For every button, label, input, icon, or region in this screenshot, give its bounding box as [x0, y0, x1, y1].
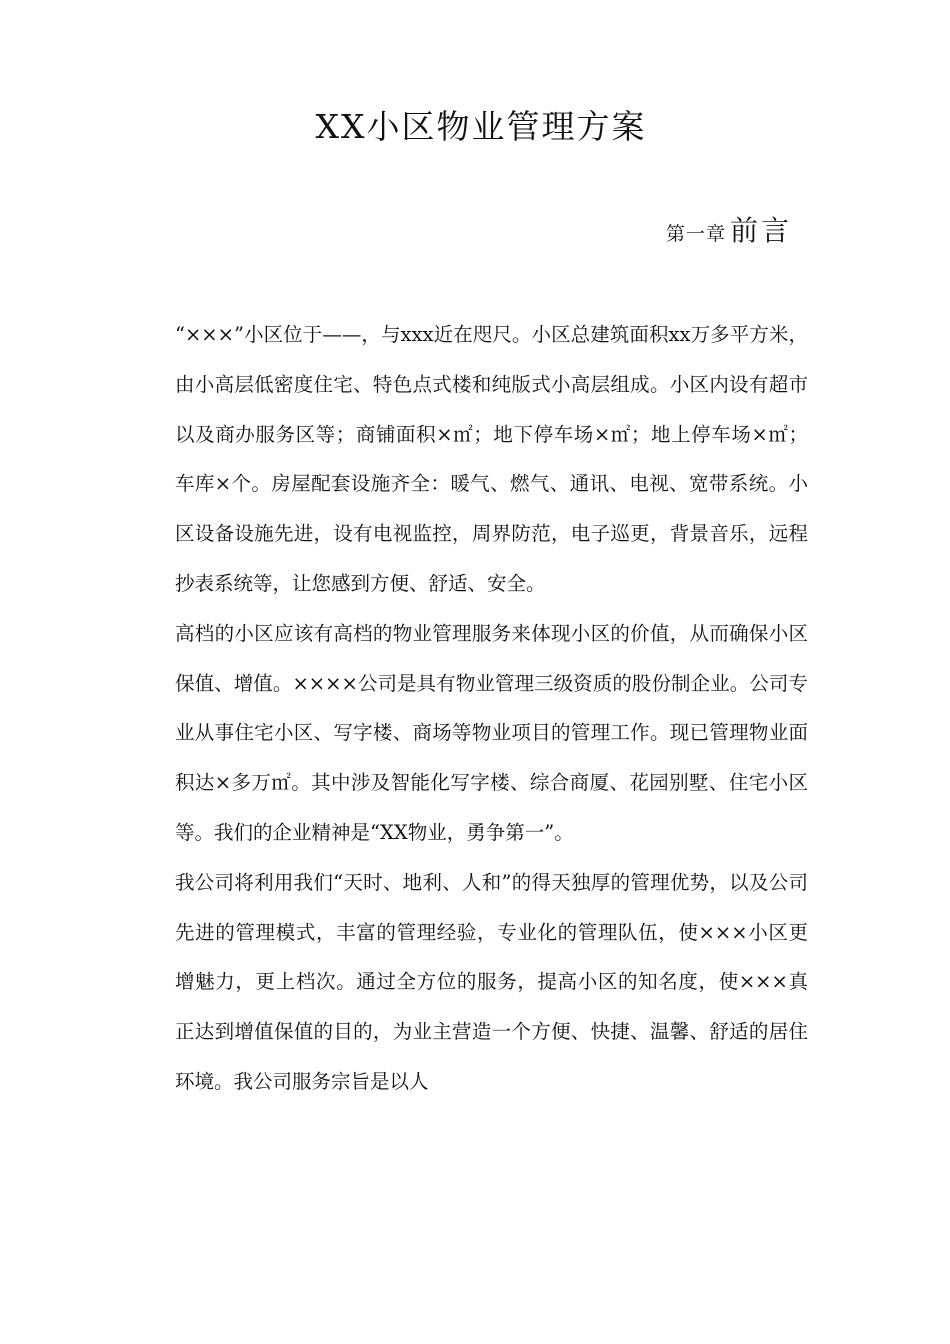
document-body	[175, 310, 808, 1107]
chapter-number: 第一章	[665, 223, 726, 245]
chapter-name: 前言	[729, 214, 792, 247]
chapter-heading	[666, 208, 792, 258]
document-title: XX小区物业管理方案	[315, 107, 647, 146]
paragraph-intro: “×××”小区位于——，与xxx近在咫尺。小区总建筑面积xx万多平方米，由小高层低密度住宅、特色点式楼和纯版式小高层组成。小区内设有超市以及商办服务区等；商铺面积×㎡；地下停车场×㎡；地上停车场×㎡；车库×个。房屋配套设施齐全：暖气、燃气、通讯、电视、宽带系统。小区设备设施先进，设有电视监控，周界防范，电子巡更，背景音乐，远程抄表系统等，让您感到方便、舒适、安全。	[175, 323, 808, 595]
paragraph-company: 高档的小区应该有高档的物业管理服务来体现小区的价值，从而确保小区保值、增值。××××公司是具有物业管理三级资质的股份制企业。公司专业从事住宅小区、写字楼、商场等物业项目的管理工作。现已管理物业面积达×多万㎡。其中涉及智能化写字楼、综合商厦、花园别墅、住宅小区等。我们的企业精神是“XX物业，勇争第一”。	[175, 621, 808, 844]
paragraph-advantage: 我公司将利用我们“天时、地利、人和”的得天独厚的管理优势，以及公司先进的管理模式，丰富的管理经验，专业化的管理队伍，使×××小区更增魅力，更上档次。通过全方位的服务，提高小区的知名度，使×××真正达到增值保值的目的，为业主营造一个方便、快捷、温馨、舒适的居住环境。我公司服务宗旨是以人	[175, 870, 808, 1093]
